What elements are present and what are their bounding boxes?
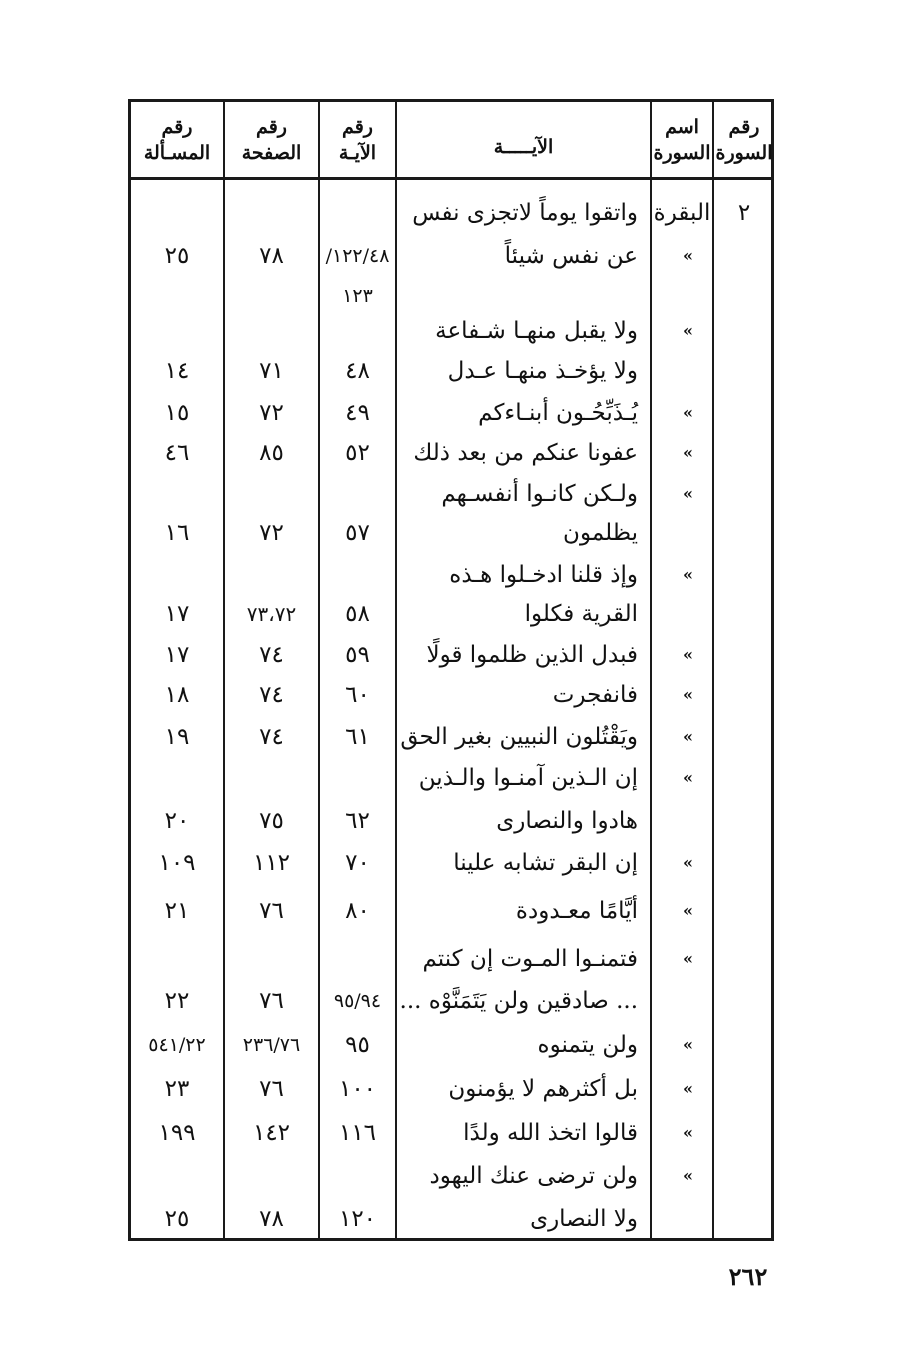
- header-label: الآيـة: [338, 142, 377, 164]
- verse-text: ويَقْتُلون النبيين بغير الحق: [400, 724, 638, 750]
- column-divider: [395, 99, 397, 1241]
- ditto-mark: »: [683, 645, 693, 664]
- page-number: ٢٦٢: [728, 1262, 768, 1291]
- header-label: الآيـــــة: [493, 136, 554, 158]
- issue-number-cell: ١٠٩: [158, 850, 196, 876]
- verse-text: إن البقر تشابه علينا: [453, 850, 638, 876]
- ditto-mark: »: [683, 853, 693, 872]
- ditto-mark: »: [683, 403, 693, 422]
- verse-number: ٤٨: [345, 358, 370, 384]
- ditto-mark: »: [683, 1035, 693, 1054]
- verse-text: فتمنـوا المـوت إن كنتم: [422, 946, 638, 972]
- header-label: رقم: [256, 116, 287, 138]
- ditto-mark: »: [683, 901, 693, 920]
- ditto-mark: »: [683, 1166, 693, 1185]
- ditto-mark: »: [683, 685, 693, 704]
- verse-text: هادوا والنصارى: [496, 808, 638, 834]
- header-label: اسم: [665, 116, 699, 138]
- verse-text: عفونا عنكم من بعد ذلك: [413, 440, 638, 466]
- ditto-mark: »: [683, 321, 693, 340]
- issue-number-cell: ١٧: [164, 642, 190, 668]
- verse-text: عن نفس شيئاً: [504, 243, 638, 269]
- ditto-mark: »: [683, 1123, 693, 1142]
- verse-text: ... صادقين ولن يَتَمَنَّوْه ...: [399, 988, 638, 1014]
- header-surah-number: [714, 104, 774, 176]
- header-surah-name: [652, 104, 712, 176]
- verse-text: إن الـذين آمنـوا والـذين: [418, 765, 638, 791]
- issue-number-cell: ٢٠: [164, 808, 190, 834]
- ditto-mark: »: [683, 443, 693, 462]
- verse-text: ولا يقبل منهـا شـفاعة: [435, 318, 638, 344]
- page-number-cell: ٧٦: [259, 1076, 284, 1102]
- issue-number-cell: ١٥: [164, 400, 190, 426]
- verse-number: ١٠٠: [338, 1076, 377, 1102]
- verse-text: ولا يؤخـذ منهـا عـدل: [447, 358, 638, 384]
- page-number-cell: ٧٢: [259, 400, 284, 426]
- verse-number: ٥٧: [345, 520, 370, 546]
- verse-number: ٤٩: [345, 400, 370, 426]
- ditto-mark: »: [683, 565, 693, 584]
- header-label: الصفحة: [241, 142, 302, 164]
- verse-number: ٦٢: [345, 808, 370, 834]
- page-number-cell: ٢٣٦/٧٦: [242, 1034, 301, 1056]
- page-number-cell: ٧٤: [259, 682, 284, 708]
- header-rule: [128, 177, 774, 180]
- verse-number: ٦١: [345, 724, 370, 750]
- page-number-cell: ٧٢: [259, 520, 284, 546]
- ditto-mark: »: [683, 727, 693, 746]
- page-number-cell: ٧١: [259, 358, 284, 384]
- verse-number: ١٢٢/٤٨/: [325, 245, 390, 267]
- verse-number: ٥٢: [345, 440, 370, 466]
- verse-text: أيَّامًا معـدودة: [515, 898, 638, 924]
- header-page-number: [225, 104, 318, 176]
- issue-number-cell: ٢٣: [164, 1076, 190, 1102]
- issue-number-cell: ٤٦: [164, 440, 190, 466]
- issue-number-cell: ١٤: [164, 358, 190, 384]
- verse-number: ٨٠: [345, 898, 370, 924]
- verse-text: ولن ترضى عنك اليهود: [429, 1163, 638, 1189]
- page-number-cell: ٧٤: [259, 724, 284, 750]
- header-label: رقم: [728, 116, 760, 138]
- issue-number-cell: ٢٥: [164, 243, 190, 269]
- issue-number-cell: ١٩: [164, 724, 190, 750]
- verse-text: بل أكثرهم لا يؤمنون: [448, 1076, 638, 1102]
- page-number-cell: ٨٥: [259, 440, 284, 466]
- ditto-mark: »: [683, 246, 693, 265]
- page-number-cell: ١٤٢: [252, 1120, 291, 1146]
- verse-number: ١٢٠: [338, 1206, 377, 1232]
- verse-text: يُـذَبِّحُـون أبنـاءكم: [478, 400, 638, 426]
- issue-number-cell: ٢٥: [164, 1206, 190, 1232]
- header-label: السورة: [715, 142, 773, 164]
- header-verse: [397, 104, 650, 176]
- ditto-mark: »: [683, 1079, 693, 1098]
- issue-number-cell: ١٩٩: [158, 1120, 196, 1146]
- issue-number-cell: ١٨: [164, 682, 190, 708]
- page-number-cell: ٧٦: [259, 898, 284, 924]
- surah-number-cell: ٢: [737, 200, 751, 226]
- header-issue-number: [131, 104, 223, 176]
- page-number-cell: ٧٨: [259, 243, 284, 269]
- verse-number: ٩٥: [345, 1032, 370, 1058]
- page-number-cell: ٧٨: [259, 1206, 284, 1232]
- header-label: السورة: [653, 142, 711, 164]
- header-label: المسـألة: [143, 142, 211, 164]
- verse-text: واتقوا يوماً لاتجزى نفس: [412, 200, 638, 226]
- verse-number: ٩٥/٩٤: [333, 990, 382, 1012]
- surah-name-cell: البقرة: [653, 200, 711, 226]
- verse-number: ٧٠: [345, 850, 370, 876]
- verse-text: وإذ قلنا ادخـلوا هـذه: [449, 562, 638, 588]
- issue-number-cell: ٢١: [164, 898, 190, 924]
- verse-number: ٥٩: [345, 642, 370, 668]
- issue-number-cell: ٢٢: [164, 988, 190, 1014]
- verse-number: ١٢٣: [342, 285, 373, 307]
- verse-number: ٥٨: [345, 601, 370, 627]
- ditto-mark: »: [683, 949, 693, 968]
- verse-text: يظلمون: [563, 520, 638, 546]
- verse-number: ٦٠: [345, 682, 370, 708]
- verse-text: ولـكن كانـوا أنفسـهم: [441, 481, 638, 507]
- page-number-cell: ٧٦: [259, 988, 284, 1014]
- ditto-mark: »: [683, 768, 693, 787]
- verse-text: قالوا اتخذ الله ولدًا: [463, 1120, 638, 1146]
- ditto-mark: »: [683, 484, 693, 503]
- page-number-cell: ٧٤: [259, 642, 284, 668]
- verse-text: القرية فكلوا: [524, 601, 638, 627]
- header-verse-number: [320, 104, 395, 176]
- verse-text: ولا النصارى: [530, 1206, 638, 1232]
- header-label: رقم: [161, 116, 193, 138]
- header-label: رقم: [342, 116, 373, 138]
- verse-text: فبدل الذين ظلموا قولًا: [426, 642, 638, 668]
- issue-number-cell: ١٧: [164, 601, 190, 627]
- issue-number-cell: ٥٤١/٢٢: [148, 1034, 206, 1056]
- page-number-cell: ١١٢: [252, 850, 291, 876]
- verse-text: ولن يتمنوه: [537, 1032, 638, 1058]
- page-number-cell: ٧٥: [259, 808, 284, 834]
- verse-number: ١١٦: [338, 1120, 377, 1146]
- verse-text: فانفجرت: [552, 682, 638, 708]
- issue-number-cell: ١٦: [164, 520, 190, 546]
- page-number-cell: ٧٣،٧٢: [246, 602, 297, 626]
